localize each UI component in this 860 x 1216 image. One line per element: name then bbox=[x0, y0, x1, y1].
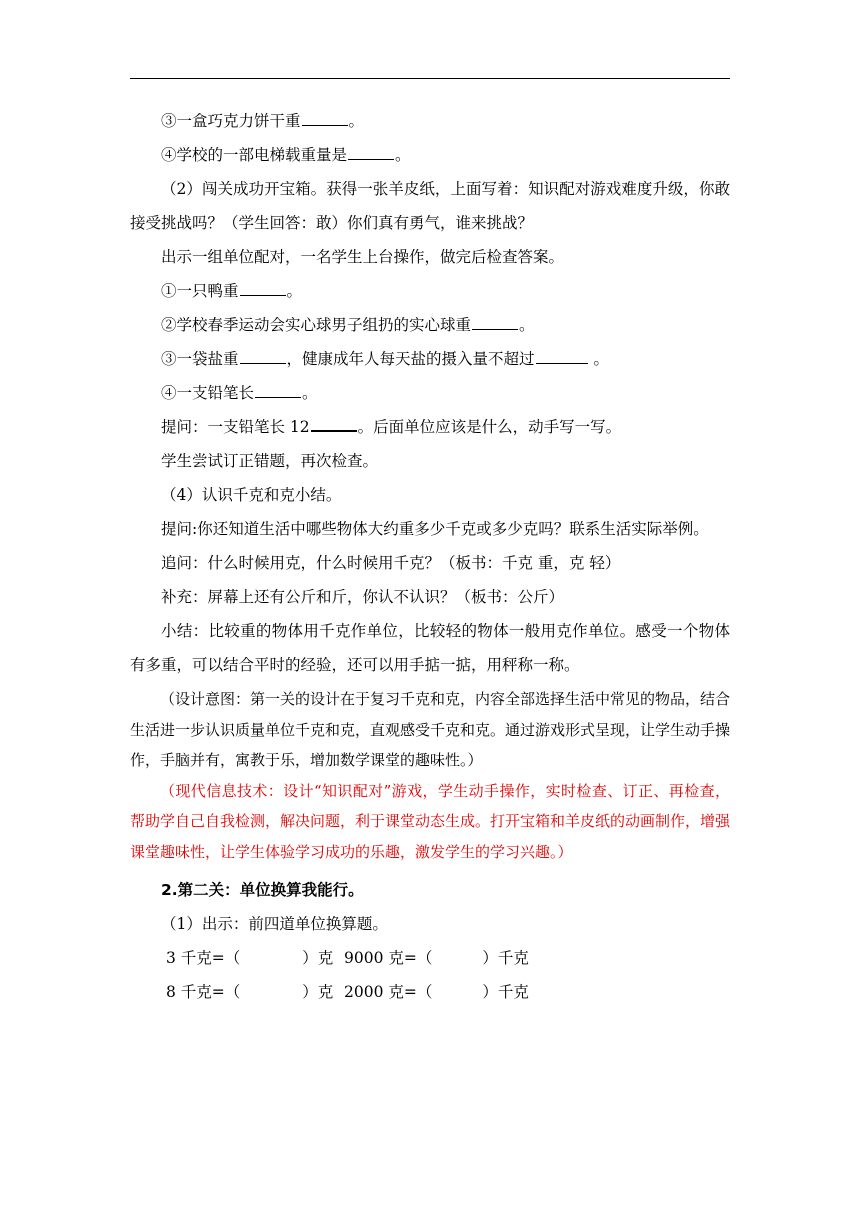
paragraph: 小结：比较重的物体用千克作单位，比较轻的物体一般用克作单位。感受一个物体有多重，可以结合平时的经验，还可以用手掂一掂，用秤称一称。 bbox=[130, 622, 730, 674]
paragraph: ③一袋盐重 ，健康成年人每天盐的摄入量不超过 。 bbox=[130, 342, 730, 376]
answer-blank bbox=[240, 348, 286, 365]
paragraph: （1）出示：前四道单位换算题。 bbox=[161, 915, 388, 933]
header-rule bbox=[130, 78, 730, 79]
answer-blank bbox=[311, 415, 357, 433]
answer-blank bbox=[536, 348, 588, 365]
technology-note: （现代信息技术：设计“知识配对”游戏，学生动手操作，实时检查、订正、再检查，帮助学自己自我检测，解决问题，利于课堂动态生成。打开宝箱和羊皮纸的动画制作，增强课堂趣味性，让学生体验学习成功的乐趣，激发学生的学习兴趣。） bbox=[130, 781, 731, 861]
section-heading: 2.第二关：单位换算我能行。 bbox=[161, 881, 364, 899]
answer-blank bbox=[302, 110, 348, 127]
paragraph: 提问：一支铅笔长 12 。后面单位应该是什么，动手写一写。 bbox=[130, 410, 730, 444]
answer-blank bbox=[348, 144, 394, 161]
answer-blank bbox=[472, 314, 518, 331]
answer-blank bbox=[240, 280, 286, 297]
paragraph: 出示一组单位配对，一名学生上台操作，做完后检查答案。 bbox=[161, 248, 565, 266]
paragraph: ②学校春季运动会实心球男子组扔的实心球重 。 bbox=[130, 308, 730, 342]
design-intent-note: （设计意图：第一关的设计在于复习千克和克，内容全部选择生活中常见的物品，结合生活进一步认识质量单位千克和克，直观感受千克和克。通过游戏形式呈现，让学生动手操作，手脑并有，寓教于乐，增加数学课堂的趣味性。） bbox=[130, 690, 731, 769]
paragraph: ③一盒巧克力饼干重 。 bbox=[130, 104, 730, 138]
conversion-row: 8 千克=（ ）克 2000 克=（ ）千克 bbox=[166, 983, 529, 1001]
document-body bbox=[130, 104, 730, 1009]
paragraph: ①一只鸭重 。 bbox=[130, 274, 730, 308]
paragraph: ④学校的一部电梯载重量是 。 bbox=[130, 138, 730, 172]
paragraph: 学生尝试订正错题，再次检查。 bbox=[161, 452, 379, 470]
paragraph: 提问:你还知道生活中哪些物体大约重多少千克或多少克吗？联系生活实际举例。 bbox=[161, 520, 709, 538]
paragraph: 追问：什么时候用克，什么时候用千克？（板书：千克 重，克 轻） bbox=[161, 554, 621, 572]
paragraph: （2）闯关成功开宝箱。获得一张羊皮纸，上面写着：知识配对游戏难度升级，你敢接受挑战吗？（学生回答：敢）你们真有勇气，谁来挑战？ bbox=[130, 180, 730, 232]
paragraph: （4）认识千克和克小结。 bbox=[161, 486, 342, 504]
paragraph: ④一支铅笔长 。 bbox=[130, 376, 730, 410]
paragraph: 补充：屏幕上还有公斤和斤，你认不认识？（板书：公斤） bbox=[161, 588, 565, 606]
conversion-row: 3 千克=（ ）克 9000 克=（ ）千克 bbox=[166, 949, 529, 967]
answer-blank bbox=[255, 382, 301, 399]
